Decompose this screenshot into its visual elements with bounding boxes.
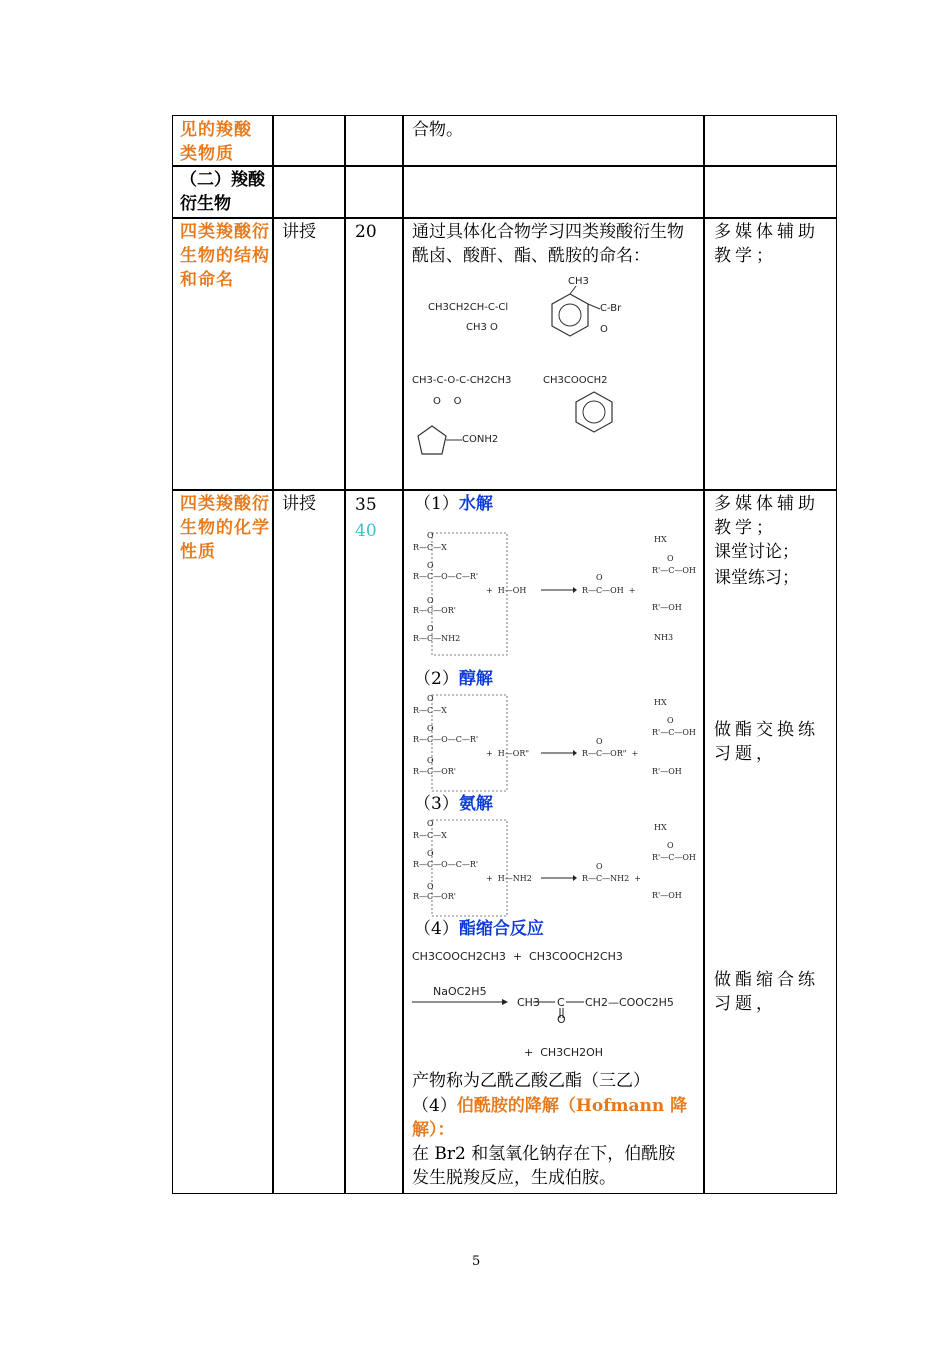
page-number: 5 (472, 1254, 481, 1269)
r4-time: 35 (355, 495, 377, 515)
section-hydrolysis: （1）水解 (414, 494, 493, 514)
r3-method: 讲授 (282, 222, 316, 242)
cell-r4-method (272, 489, 346, 1194)
r4-note-3: 课堂练习； (714, 568, 799, 588)
cell-r2-time (344, 165, 404, 219)
cell-r1-method (272, 115, 346, 167)
r4-time-revised: 40 (355, 521, 377, 541)
section-alcoholysis: （2）醇解 (414, 669, 493, 689)
cell-r4-time (344, 489, 404, 1194)
r4-topic: 四类羧酸衍生物的化学性质 (180, 494, 270, 562)
cell-r3-method (272, 217, 346, 491)
cell-r1-note (703, 115, 837, 167)
r4-note-1: 多媒体辅助教学； (714, 494, 819, 538)
r1-topic: 见的羧酸类物质 (180, 120, 252, 164)
r4-note-2: 课堂讨论； (714, 542, 799, 562)
r4-note-transesterification: 做酯交换练习题， (714, 720, 819, 764)
section-ammonolysis: （3）氨解 (414, 794, 493, 814)
hofmann-heading: （4）伯酰胺的降解（Hofmann 降解）： (412, 1096, 688, 1140)
cell-r2-method (272, 165, 346, 219)
r3-content: 通过具体化合物学习四类羧酸衍生物酰卤、酸酐、酯、酰胺的命名： (412, 222, 684, 266)
cell-r1-time (344, 115, 404, 167)
condensation-product-name: 产物称为乙酰乙酸乙酯（三乙） (412, 1071, 650, 1091)
cell-r2-content (402, 165, 705, 219)
section-condensation: （4）酯缩合反应 (414, 919, 544, 939)
hofmann-text-2: 发生脱羧反应，生成伯胺。 (412, 1168, 616, 1188)
cell-r4-note (703, 489, 837, 1194)
r4-note-condensation: 做酯缩合练习题， (714, 970, 819, 1014)
r3-time: 20 (355, 222, 377, 242)
r3-topic: 四类羧酸衍生物的结构和命名 (180, 222, 270, 290)
cell-r4-topic (172, 489, 274, 1194)
r4-method: 讲授 (282, 494, 316, 514)
r2-topic: （二）羧酸衍生物 (180, 170, 265, 214)
r3-note: 多媒体辅助教学； (714, 222, 819, 266)
r1-content: 合物。 (412, 120, 463, 140)
hofmann-text-1: 在 Br2 和氢氧化钠存在下，伯酰胺 (412, 1144, 676, 1164)
cell-r3-time (344, 217, 404, 491)
cell-r2-note (703, 165, 837, 219)
